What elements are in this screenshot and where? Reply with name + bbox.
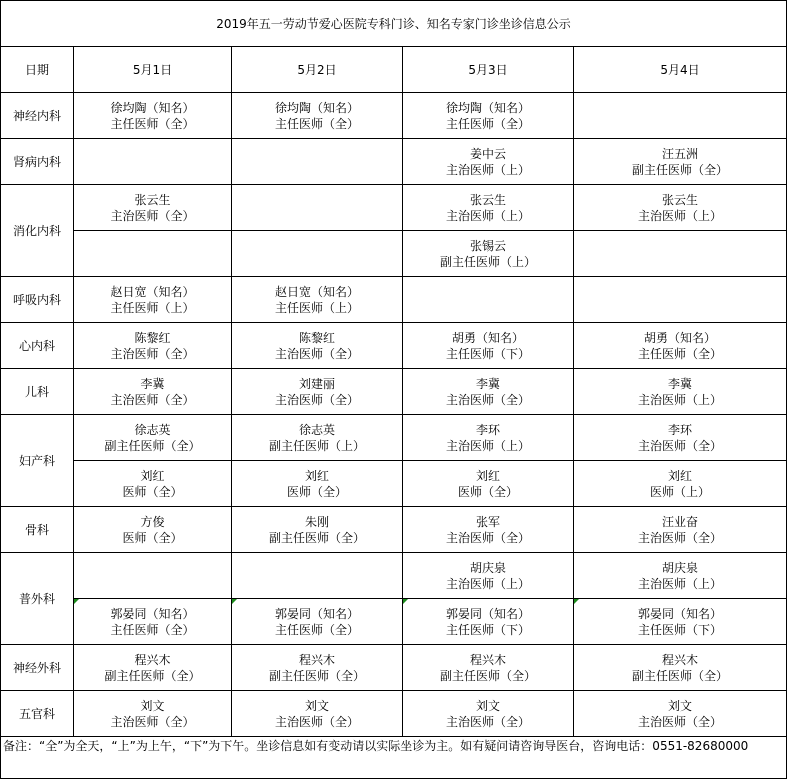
schedule-cell xyxy=(232,553,403,599)
doctor-title: 副主任医师（全） xyxy=(104,438,201,453)
doctor-name: 刘文 xyxy=(140,698,165,713)
doctor-name: 张军 xyxy=(475,514,500,529)
doctor-title: 主治医师（全） xyxy=(110,346,195,361)
schedule-row xyxy=(1,277,787,323)
schedule-row xyxy=(1,507,787,553)
schedule-cell xyxy=(574,93,787,139)
doctor-title: 主治医师（全） xyxy=(274,714,359,729)
schedule-cell xyxy=(574,691,787,737)
doctor-title: 主任医师（上） xyxy=(110,300,195,315)
schedule-cell xyxy=(574,231,787,277)
schedule-cell xyxy=(403,185,574,231)
doctor-title: 主治医师（全） xyxy=(445,714,530,729)
schedule-cell xyxy=(74,645,232,691)
doctor-name: 胡庆泉 xyxy=(661,560,698,575)
doctor-name: 刘文 xyxy=(475,698,500,713)
doctor-title: 医师（上） xyxy=(649,484,710,499)
schedule-cell xyxy=(403,415,574,461)
doctor-name: 郭晏同（知名） xyxy=(110,606,195,621)
schedule-row xyxy=(1,599,787,645)
schedule-cell xyxy=(74,277,232,323)
doctor-name: 赵日宽（知名） xyxy=(274,284,359,299)
doctor-name: 汪五洲 xyxy=(661,146,698,161)
doctor-title: 主任医师（全） xyxy=(274,622,359,637)
schedule-cell xyxy=(574,461,787,507)
doctor-name: 徐均陶（知名） xyxy=(445,100,530,115)
doctor-name: 赵日宽（知名） xyxy=(110,284,195,299)
schedule-cell xyxy=(403,277,574,323)
doctor-title: 医师（全） xyxy=(122,484,183,499)
day-header: 5月3日 xyxy=(403,47,574,93)
doctor-name: 朱刚 xyxy=(304,514,329,529)
doctor-title: 副主任医师（全） xyxy=(268,668,365,683)
doctor-name: 刘红 xyxy=(140,468,165,483)
doctor-name: 程兴木 xyxy=(298,652,335,667)
schedule-cell xyxy=(232,691,403,737)
schedule-cell xyxy=(232,645,403,691)
schedule-cell xyxy=(232,415,403,461)
doctor-title: 主治医师（上） xyxy=(445,438,530,453)
doctor-title: 主任医师（下） xyxy=(445,622,530,637)
schedule-cell xyxy=(74,323,232,369)
schedule-cell xyxy=(74,369,232,415)
schedule-cell xyxy=(232,461,403,507)
doctor-title: 主治医师（全） xyxy=(637,714,722,729)
schedule-row xyxy=(1,139,787,185)
schedule-cell xyxy=(232,323,403,369)
schedule-row xyxy=(1,645,787,691)
doctor-title: 主任医师（全） xyxy=(445,116,530,131)
doctor-name: 李冀 xyxy=(140,376,165,391)
doctor-title: 副主任医师（全） xyxy=(268,530,365,545)
schedule-cell xyxy=(74,461,232,507)
doctor-name: 程兴木 xyxy=(134,652,171,667)
table-title: 2019年五一劳动节爱心医院专科门诊、知名专家门诊坐诊信息公示 xyxy=(1,1,787,47)
schedule-cell xyxy=(403,645,574,691)
department-name: 骨科 xyxy=(1,507,74,553)
doctor-title: 主治医师（全） xyxy=(445,530,530,545)
schedule-cell xyxy=(74,691,232,737)
schedule-row xyxy=(1,93,787,139)
doctor-title: 主治医师（上） xyxy=(445,162,530,177)
schedule-cell xyxy=(574,645,787,691)
department-name: 五官科 xyxy=(1,691,74,737)
doctor-name: 刘建丽 xyxy=(298,376,335,391)
schedule-cell xyxy=(74,553,232,599)
doctor-title: 主任医师（上） xyxy=(274,300,359,315)
department-name: 普外科 xyxy=(1,553,74,645)
schedule-cell xyxy=(403,93,574,139)
schedule-cell xyxy=(574,507,787,553)
department-name: 消化内科 xyxy=(1,185,74,277)
doctor-title: 主治医师（全） xyxy=(110,714,195,729)
doctor-name: 李冀 xyxy=(667,376,692,391)
doctor-title: 主治医师（上） xyxy=(637,392,722,407)
doctor-name: 郭晏同（知名） xyxy=(637,606,722,621)
doctor-name: 姜中云 xyxy=(469,146,506,161)
doctor-title: 主治医师（上） xyxy=(445,208,530,223)
doctor-title: 副主任医师（上） xyxy=(268,438,365,453)
doctor-title: 主治医师（全） xyxy=(637,438,722,453)
department-name: 神经内科 xyxy=(1,93,74,139)
department-name: 心内科 xyxy=(1,323,74,369)
doctor-name: 胡庆泉 xyxy=(469,560,506,575)
doctor-name: 方俊 xyxy=(140,514,165,529)
doctor-name: 陈黎红 xyxy=(134,330,171,345)
doctor-title: 副主任医师（全） xyxy=(104,668,201,683)
doctor-title: 医师（全） xyxy=(286,484,347,499)
doctor-name: 刘文 xyxy=(667,698,692,713)
doctor-title: 主治医师（全） xyxy=(274,392,359,407)
schedule-cell xyxy=(403,461,574,507)
doctor-title: 主治医师（全） xyxy=(637,530,722,545)
doctor-name: 郭晏同（知名） xyxy=(274,606,359,621)
schedule-cell xyxy=(574,553,787,599)
schedule-cell xyxy=(74,185,232,231)
department-name: 儿科 xyxy=(1,369,74,415)
doctor-name: 刘红 xyxy=(475,468,500,483)
schedule-cell xyxy=(403,139,574,185)
doctor-title: 主任医师（全） xyxy=(110,116,195,131)
schedule-row xyxy=(1,369,787,415)
doctor-name: 徐志英 xyxy=(134,422,171,437)
doctor-name: 刘红 xyxy=(304,468,329,483)
schedule-cell xyxy=(574,369,787,415)
doctor-title: 主治医师（全） xyxy=(274,346,359,361)
doctor-title: 主任医师（全） xyxy=(110,622,195,637)
schedule-cell xyxy=(403,507,574,553)
doctor-name: 汪业奋 xyxy=(661,514,698,529)
schedule-cell xyxy=(74,507,232,553)
schedule-cell xyxy=(232,507,403,553)
doctor-title: 主任医师（下） xyxy=(445,346,530,361)
day-header: 5月4日 xyxy=(574,47,787,93)
doctor-name: 胡勇（知名） xyxy=(451,330,524,345)
day-header: 5月2日 xyxy=(232,47,403,93)
schedule-cell xyxy=(232,277,403,323)
schedule-cell xyxy=(574,185,787,231)
doctor-title: 主治医师（全） xyxy=(445,392,530,407)
schedule-cell xyxy=(74,415,232,461)
schedule-cell xyxy=(74,599,232,645)
schedule-cell xyxy=(74,139,232,185)
schedule-row xyxy=(1,553,787,599)
doctor-name: 程兴木 xyxy=(661,652,698,667)
doctor-name: 程兴木 xyxy=(469,652,506,667)
date-label: 日期 xyxy=(1,47,74,93)
doctor-name: 张云生 xyxy=(661,192,698,207)
doctor-title: 主任医师（全） xyxy=(274,116,359,131)
doctor-title: 主任医师（下） xyxy=(637,622,722,637)
doctor-title: 主治医师（上） xyxy=(637,208,722,223)
day-header: 5月1日 xyxy=(74,47,232,93)
schedule-cell xyxy=(232,231,403,277)
schedule-row xyxy=(1,691,787,737)
doctor-name: 刘文 xyxy=(304,698,329,713)
schedule-cell xyxy=(403,691,574,737)
doctor-title: 主治医师（上） xyxy=(637,576,722,591)
department-name: 妇产科 xyxy=(1,415,74,507)
schedule-cell xyxy=(232,599,403,645)
schedule-cell xyxy=(232,185,403,231)
department-name: 肾病内科 xyxy=(1,139,74,185)
doctor-title: 副主任医师（全） xyxy=(631,162,728,177)
doctor-name: 刘红 xyxy=(667,468,692,483)
doctor-name: 胡勇（知名） xyxy=(643,330,716,345)
schedule-cell xyxy=(232,369,403,415)
doctor-name: 张云生 xyxy=(134,192,171,207)
schedule-row xyxy=(1,461,787,507)
schedule-cell xyxy=(574,139,787,185)
doctor-title: 主治医师（全） xyxy=(110,208,195,223)
schedule-cell xyxy=(574,599,787,645)
doctor-name: 徐均陶（知名） xyxy=(110,100,195,115)
doctor-title: 主治医师（上） xyxy=(445,576,530,591)
department-name: 呼吸内科 xyxy=(1,277,74,323)
schedule-cell xyxy=(232,139,403,185)
doctor-name: 徐志英 xyxy=(298,422,335,437)
schedule-cell xyxy=(574,415,787,461)
schedule-cell xyxy=(232,93,403,139)
schedule-cell xyxy=(403,599,574,645)
schedule-cell xyxy=(574,323,787,369)
schedule-cell xyxy=(403,369,574,415)
doctor-title: 医师（全） xyxy=(122,530,183,545)
doctor-name: 李冀 xyxy=(475,376,500,391)
department-name: 神经外科 xyxy=(1,645,74,691)
doctor-name: 张云生 xyxy=(469,192,506,207)
schedule-cell xyxy=(403,323,574,369)
doctor-name: 张锡云 xyxy=(469,238,506,253)
doctor-name: 徐均陶（知名） xyxy=(274,100,359,115)
schedule-cell xyxy=(574,277,787,323)
doctor-title: 主任医师（全） xyxy=(637,346,722,361)
schedule-cell xyxy=(403,231,574,277)
doctor-title: 主治医师（全） xyxy=(110,392,195,407)
doctor-name: 李环 xyxy=(667,422,692,437)
footer-note: 备注：“全”为全天，“上”为上午，“下”为下午。坐诊信息如有变动请以实际坐诊为主。如有疑问请咨询导医台，咨询电话：0551-82680000 xyxy=(1,737,787,779)
schedule-cell xyxy=(74,231,232,277)
schedule-row xyxy=(1,231,787,277)
schedule-row xyxy=(1,323,787,369)
schedule-row xyxy=(1,415,787,461)
doctor-title: 医师（全） xyxy=(457,484,518,499)
doctor-title: 副主任医师（上） xyxy=(439,254,536,269)
doctor-name: 李环 xyxy=(475,422,500,437)
schedule-cell xyxy=(74,93,232,139)
schedule-row xyxy=(1,185,787,231)
doctor-name: 郭晏同（知名） xyxy=(445,606,530,621)
schedule-cell xyxy=(403,553,574,599)
doctor-title: 副主任医师（全） xyxy=(631,668,728,683)
doctor-title: 副主任医师（全） xyxy=(439,668,536,683)
doctor-name: 陈黎红 xyxy=(298,330,335,345)
